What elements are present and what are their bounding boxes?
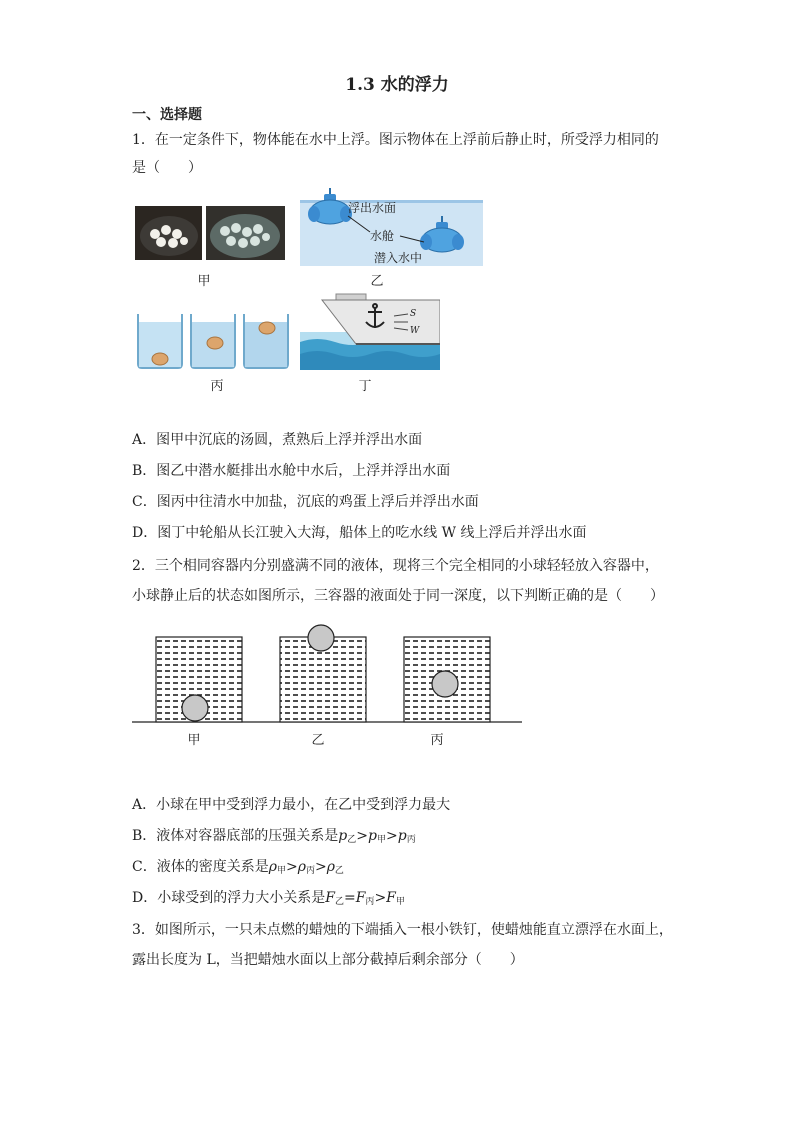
symbol-f: F bbox=[355, 890, 366, 906]
label-float-out: 浮出水面 bbox=[348, 201, 397, 215]
q2-option-b[interactable] bbox=[132, 826, 416, 850]
ball-bing bbox=[432, 671, 458, 697]
q1-option-c[interactable]: C．图丙中往清水中加盐，沉底的鸡蛋上浮后并浮出水面 bbox=[132, 494, 479, 510]
figure-jia-photos bbox=[135, 206, 285, 260]
q2-caption-bing: 丙 bbox=[430, 733, 444, 748]
q2-option-a[interactable]: A．小球在甲中受到浮力最小，在乙中受到浮力最大 bbox=[132, 797, 451, 813]
op-gt: > bbox=[386, 828, 398, 844]
q1-option-b[interactable]: B．图乙中潜水艇排出水舱中水后，上浮并浮出水面 bbox=[132, 463, 451, 479]
symbol-f: F bbox=[325, 890, 335, 906]
sub-bing: 丙 bbox=[365, 897, 375, 907]
q2-option-b-prefix: B．液体对容器底部的压强关系是 bbox=[132, 828, 339, 844]
sub-bing: 丙 bbox=[406, 835, 416, 845]
ball-jia bbox=[182, 695, 208, 721]
symbol-rho: ρ bbox=[268, 859, 277, 875]
op-eq: = bbox=[343, 890, 356, 906]
q2-option-c[interactable] bbox=[132, 857, 344, 881]
q2-option-d-prefix: D．小球受到的浮力大小关系是 bbox=[132, 890, 326, 906]
sub-jia: 甲 bbox=[376, 835, 386, 845]
label-s: S bbox=[410, 309, 417, 319]
q2-caption-yi: 乙 bbox=[311, 733, 325, 748]
symbol-p: p bbox=[397, 828, 407, 844]
caption-jia: 甲 bbox=[197, 274, 211, 289]
symbol-f: F bbox=[386, 890, 396, 906]
q3-stem-line1: 3．如图所示，一只未点燃的蜡烛的下端插入一根小铁钉，使蜡烛能直立漂浮在水面上， bbox=[132, 922, 673, 938]
q2-option-c-prefix: C．液体的密度关系是 bbox=[132, 859, 269, 875]
q2-option-d[interactable] bbox=[132, 888, 405, 912]
section-heading: 一、选择题 bbox=[132, 107, 202, 123]
caption-bing: 丙 bbox=[210, 379, 224, 394]
sub-jia: 甲 bbox=[395, 897, 405, 907]
figure-bing-beakers bbox=[136, 312, 291, 370]
q3-stem-line2: 露出长度为 L，当把蜡烛水面以上部分截掉后剩余部分（ ） bbox=[132, 952, 524, 968]
symbol-rho: ρ bbox=[326, 859, 335, 875]
sub-yi: 乙 bbox=[347, 835, 357, 845]
sub-jia: 甲 bbox=[276, 866, 286, 876]
q1-option-a[interactable]: A．图甲中沉底的汤圆，煮熟后上浮并浮出水面 bbox=[132, 432, 423, 448]
q2-caption-jia: 甲 bbox=[187, 733, 201, 748]
sub-yi: 乙 bbox=[334, 866, 344, 876]
symbol-rho: ρ bbox=[297, 859, 306, 875]
op-gt: > bbox=[314, 859, 327, 875]
op-gt: > bbox=[285, 859, 298, 875]
q2-stem-line1: 2．三个相同容器内分别盛满不同的液体，现将三个完全相同的小球轻轻放入容器中， bbox=[132, 558, 659, 574]
caption-ding: 丁 bbox=[358, 379, 372, 394]
symbol-p: p bbox=[338, 828, 348, 844]
caption-yi: 乙 bbox=[370, 274, 384, 289]
submarine-surface bbox=[308, 188, 352, 224]
q1-stem-line1: 1．在一定条件下，物体能在水中上浮。图示物体在上浮前后静止时，所受浮力相同的 bbox=[132, 132, 659, 148]
label-cabin: 水舱 bbox=[370, 229, 395, 243]
symbol-p: p bbox=[368, 828, 377, 844]
label-dive-in: 潜入水中 bbox=[374, 251, 423, 265]
figure-ding-ship bbox=[300, 292, 440, 370]
op-gt: > bbox=[356, 828, 369, 844]
label-w: W bbox=[410, 326, 420, 336]
figure-q2-containers bbox=[132, 620, 522, 726]
ball-yi bbox=[308, 625, 334, 651]
q2-stem-line2: 小球静止后的状态如图所示，三容器的液面处于同一深度，以下判断正确的是（ ） bbox=[132, 588, 664, 604]
sub-bing: 丙 bbox=[305, 866, 315, 876]
sub-yi: 乙 bbox=[334, 897, 344, 907]
figure-yi-submarine bbox=[300, 186, 483, 266]
q1-option-d[interactable]: D．图丁中轮船从长江驶入大海，船体上的吃水线 W 线上浮后并浮出水面 bbox=[132, 525, 587, 541]
q1-stem-line2: 是（ ） bbox=[132, 160, 202, 176]
page-title: 1.3 水的浮力 bbox=[345, 75, 449, 95]
op-gt: > bbox=[374, 890, 387, 906]
